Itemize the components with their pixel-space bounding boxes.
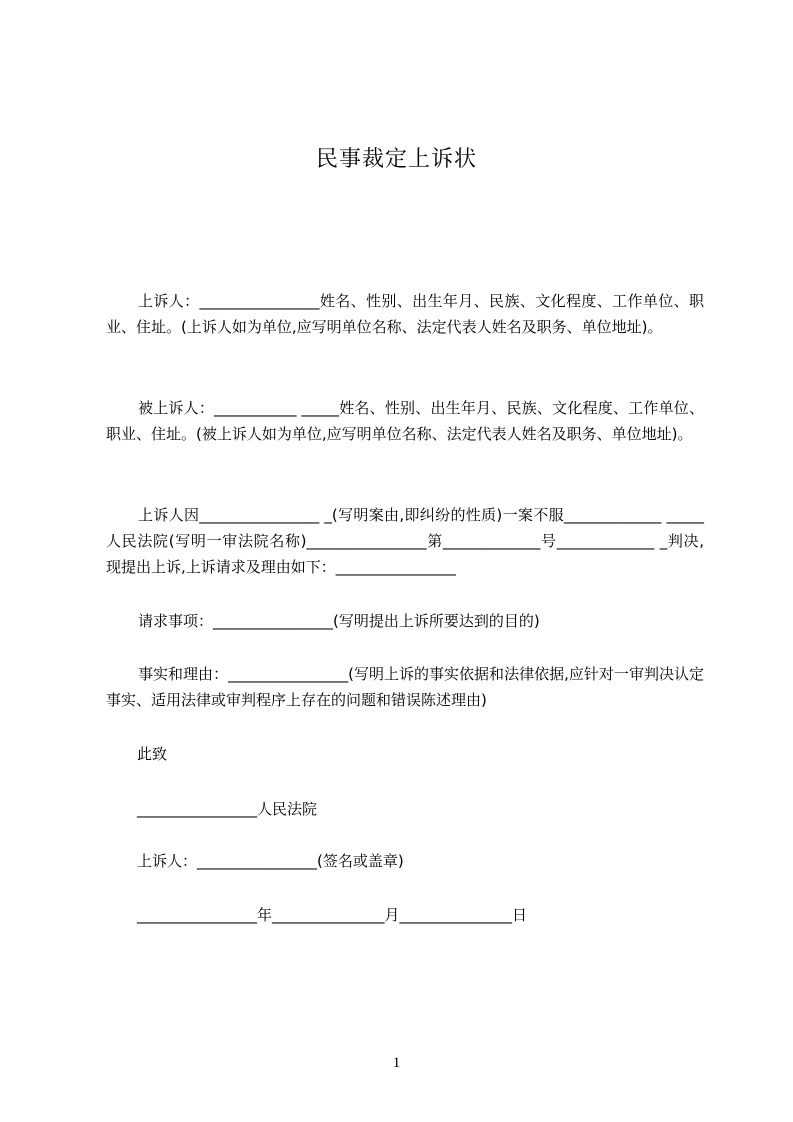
case-cause-paragraph: 上诉人因________________ _(写明案由,即纠纷的性质)一案不服_____________ _____人民法院(写明一审法院名称)________________第_____________号_____________ _判决,现提出上诉,上诉请求及理由如下：________________	[106, 506, 704, 576]
appellant-signature: 上诉人：________________(签名或盖章)	[137, 852, 404, 870]
appellee-paragraph: 被上诉人：___________ _____姓名、性别、出生年月、民族、文化程度、工作单位、职业、住址。(被上诉人如为单位,应写明单位名称、法定代表人姓名及职务、单位地址)。	[106, 399, 704, 443]
salutation: 此致	[137, 745, 168, 763]
document-title: 民事裁定上诉状	[315, 147, 477, 172]
facts-reasons-paragraph: 事实和理由：________________(写明上诉的事实依据和法律依据,应针对一审判决认定事实、适用法律或审判程序上存在的问题和错误陈述理由)	[106, 665, 704, 709]
appellant-paragraph: 上诉人：________________姓名、性别、出生年月、民族、文化程度、工作单位、职业、住址。(上诉人如为单位,应写明单位名称、法定代表人姓名及职务、单位地址)。	[106, 292, 704, 336]
date-line: ________________年_______________月_______________日	[137, 906, 528, 924]
court-addressee: ________________人民法院	[137, 800, 318, 818]
claims-paragraph: 请求事项：________________(写明提出上诉所要达到的目的)	[138, 612, 540, 630]
page-number: 1	[392, 1055, 401, 1071]
